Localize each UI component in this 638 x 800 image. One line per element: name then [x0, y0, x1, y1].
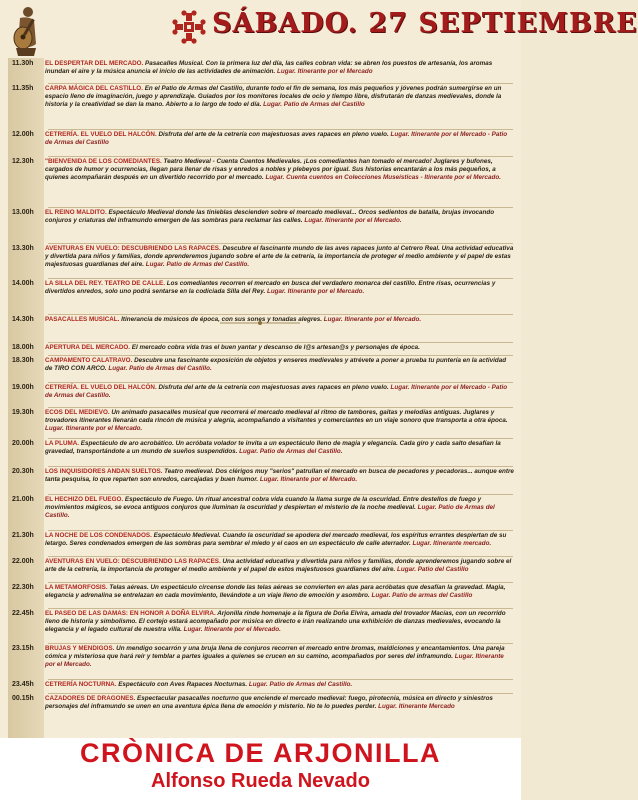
event-time: 21.30h [12, 532, 34, 539]
lute-player-icon [10, 4, 42, 56]
event-time: 12.00h [12, 131, 34, 138]
event-body: Teatro Medieval - Cuenta Cuentos Medievales. ¡Los comediantes han tomado el mercado! Juglares y bufones, cargados de humor y ocurrencias, llegan para llenar de risas y enredos a nobles y plebeyos por igual. Sus historias encantarán a los más pequeños, a quienes acompañarán después en un divertido recorrido por el mercado. [45, 158, 496, 182]
event-time: 14.00h [12, 280, 34, 287]
row-separator [48, 556, 513, 557]
event-body: Pasacalles Musical. Con la primera luz del día, las calles cobran vida: se abren los puestos de artesanía, los aromas inundan el aire y la música anuncia el inicio de las actividades de animación. [45, 60, 493, 76]
header [0, 0, 638, 56]
schedule-row [0, 209, 521, 242]
footer-author: Alfonso Rueda Nevado [151, 770, 370, 792]
row-separator [48, 582, 513, 583]
schedule-row [0, 610, 521, 642]
event-title: AVENTURAS EN VUELO: DESCUBRIENDO LAS RAPACES. [45, 245, 221, 252]
event-place: Lugar. Itinerante por el Mercado. [181, 626, 281, 634]
schedule-row [0, 645, 521, 678]
row-separator [48, 438, 513, 439]
row-separator [48, 243, 513, 244]
footer-title: CRÒNICA DE ARJONILLA [79, 738, 441, 768]
event-time: 20.00h [12, 440, 34, 447]
schedule-row [0, 85, 521, 127]
event-description [45, 357, 515, 373]
event-description [45, 681, 515, 689]
event-description [45, 209, 515, 225]
event-description [45, 60, 515, 76]
event-title: LOS INQUISIDORES ANDAN SUELTOS. [45, 468, 163, 475]
event-body: El mercado cobra vida tras el buen yantar y descanso de l@s artesan@s y personajes de época. [130, 344, 420, 351]
event-time: 18.00h [12, 344, 34, 351]
row-separator [48, 530, 513, 531]
schedule-row [0, 245, 521, 277]
event-time: 13.30h [12, 245, 34, 252]
event-body: Espectáculo Medieval donde las tinieblas descienden sobre el mercado medieval... Orcos sedientos de batalla, brujas invocando conjuros y criaturas del inframundo emergen de las sombras para reclamar las calles. [45, 209, 495, 225]
event-time: 23.15h [12, 645, 34, 652]
event-body: Telas aéreas. Un espectáculo circense donde las telas aéreas se convierten en alas para acróbatas que desafían la gravedad. Magia, elegancia y adrenalina se entrelazan en cada movimiento, llevándote a un viaje lleno de emoción y asombro. [45, 584, 506, 600]
event-time: 19.00h [12, 384, 34, 391]
row-separator [48, 207, 513, 208]
schedule-row [0, 384, 521, 406]
event-body: Disfruta del arte de la cetrería con majestuosas aves rapaces en pleno vuelo. [156, 384, 389, 391]
event-place: Lugar. Patio de Armas del Castillo. [237, 448, 343, 456]
event-body: Espectáculo Medieval. Cuando la oscuridad se apodera del mercado medieval, los espíritus errantes despiertan de su letargo. Seres condenados emergen de las sombras para sembrar el miedo y el caos en un espectáculo de calle aterrador. [45, 532, 507, 548]
event-description [45, 344, 515, 352]
event-description [45, 440, 515, 456]
row-separator [48, 342, 513, 343]
event-description [45, 280, 515, 296]
schedule-row [0, 60, 521, 82]
event-body: Disfruta del arte de la cetrería con majestuosas aves rapaces en pleno vuelo. [156, 131, 389, 138]
footer [0, 738, 521, 800]
schedule-row [0, 357, 521, 381]
event-place: Lugar. Patio del Castillo [395, 566, 469, 574]
row-separator [48, 407, 513, 408]
event-description [45, 558, 515, 574]
schedule-row [0, 681, 521, 692]
schedule-row [0, 280, 521, 313]
event-time: 00.15h [12, 695, 34, 702]
event-description [45, 245, 515, 270]
event-body: En el Patio de Armas del Castillo, durante todo el fin de semana, los más pequeños y jóvenes podrán sumergirse en un espacio lleno de imaginación, juego y aprendizaje. Guiados por los monitores locales de ocio y tiempo libre, disfrutarán de danzas medievales, donde la historia y la creatividad se dan la mano. Abierto a lo largo de todo el día. [45, 85, 502, 109]
event-description [45, 316, 515, 324]
event-title: ECOS DEL MEDIEVO. [45, 409, 110, 416]
schedule-row [0, 158, 521, 204]
event-title: AVENTURAS EN VUELO: DESCUBRIENDO LAS RAPACES. [45, 558, 221, 565]
event-time: 21.00h [12, 496, 34, 503]
event-description [45, 468, 515, 484]
event-body: Descubre el fascinante mundo de las aves rapaces junto al Cetrero Real. Una actividad educativa y divertida para niños y familias, donde aprenderemos jugando sobre el arte de la cetrería, la importancia de proteger el medio ambiente y el papel de estas majestuosas guardianas del aire. [45, 245, 514, 269]
row-separator [48, 679, 513, 680]
event-description [45, 645, 515, 670]
event-time: 20.30h [12, 468, 34, 475]
event-title: APERTURA DEL MERCADO. [45, 344, 131, 351]
event-body: Espectáculo de Fuego. Un ritual ancestral cobra vida cuando la llama surge de la oscuridad. Entre destellos de fuego y movimientos mágicos, se evoca antiguos conjuros que iluminan la oscuridad y despiertan el misterio de la noche medieval. [45, 496, 482, 512]
event-description [45, 584, 515, 600]
schedule-row [0, 316, 521, 336]
event-title: BRUJAS Y MENDIGOS. [45, 645, 115, 652]
page-title: SÁBADO. 27 SEPTIEMBRE [212, 8, 638, 39]
event-time: 14.30h [12, 316, 34, 323]
row-separator [48, 314, 513, 315]
event-title: CAMPAMENTO CALATRAVO. [45, 357, 133, 364]
event-time: 22.45h [12, 610, 34, 617]
event-description [45, 158, 515, 183]
row-separator [48, 693, 513, 694]
event-place: Lugar. Patio de Armas del Castillo. [106, 365, 212, 373]
event-title: CETRERÍA. EL VUELO DEL HALCÓN. [45, 384, 157, 391]
event-place: Lugar. Patio de Armas del Castillo. [45, 504, 495, 520]
event-title: "BIENVENIDA DE LOS COMEDIANTES. [45, 158, 162, 165]
event-description [45, 496, 515, 521]
row-separator [48, 608, 513, 609]
event-title: PASACALLES MUSICAL. [45, 316, 120, 323]
event-description [45, 610, 515, 635]
event-description [45, 131, 515, 147]
event-description [45, 384, 515, 400]
row-separator [48, 643, 513, 644]
row-separator [48, 355, 513, 356]
schedule-row [0, 532, 521, 554]
event-place: Lugar. Itinerante por el Mercado. [258, 476, 358, 484]
schedule-row [0, 558, 521, 580]
event-time: 12.30h [12, 158, 34, 165]
event-body: Teatro medieval. Dos clérigos muy "serios" patrullan el mercado en busca de pecadores y pecadoras... aunque entre tanta pesquisa, lo que reparten son enredos, carcajadas y buen humor. [45, 468, 514, 484]
schedule-list [0, 58, 521, 738]
event-title: LA METAMORFOSIS. [45, 584, 108, 591]
row-separator [48, 494, 513, 495]
schedule-row [0, 584, 521, 606]
event-place: Lugar. Itinerante por el Mercado - Patio de Armas del Castillo. [45, 384, 508, 400]
event-time: 13.00h [12, 209, 34, 216]
event-place: Lugar. Itinerante por el Mercado. [322, 316, 422, 323]
event-place: Lugar. Patio de Armas del Castillo. [247, 681, 353, 688]
event-body: Espectáculo con Aves Rapaces Nocturnas. [116, 681, 248, 688]
event-place: Lugar. Itinerante por el Mercado. [45, 653, 504, 669]
event-title: CAZADORES DE DRAGONES. [45, 695, 136, 702]
event-body: Espectáculo de aro acrobático. Un acróbata volador te invita a un espectáculo lleno de magia y elegancia. Cada giro y cada salto desafían la gravedad, transportándote a un mundo de sueños suspendidos. [45, 440, 501, 456]
schedule-row [0, 496, 521, 529]
event-description [45, 532, 515, 548]
event-time: 22.30h [12, 584, 34, 591]
row-separator [48, 129, 513, 130]
schedule-row [0, 131, 521, 155]
event-time: 23.45h [12, 681, 34, 688]
event-place: Lugar. Patio de Armas del Castillo. [144, 261, 250, 269]
event-place: Lugar. Itinerante por el Mercado - Patio de Armas del Castillo [45, 131, 508, 147]
event-place: Lugar. Itinerante por el Mercado. [302, 217, 402, 225]
event-title: LA NOCHE DE LOS CONDENADOS. [45, 532, 152, 539]
schedule-row [0, 468, 521, 493]
event-body: Una actividad educativa y divertida para niños y familias, donde aprenderemos jugando sobre el arte de la cetrería, la importancia de proteger el medio ambiente y el papel de estos majestuosos guardianes del aire. [45, 558, 512, 574]
event-body: Un mendigo socarrón y una bruja llena de conjuros recorren el mercado entre bromas, maldiciones y encantamientos. Una pareja cómica y misteriosa que hará reír y temblar a partes iguales a quienes se crucen en su camino, acompañados por seres del inframundo. [45, 645, 505, 661]
event-title: EL DESPERTAR DEL MERCADO. [45, 60, 144, 67]
schedule-row [0, 440, 521, 465]
row-separator [48, 382, 513, 383]
event-time: 11.30h [12, 60, 34, 67]
schedule-row [0, 695, 521, 725]
event-title: CETRERÍA. EL VUELO DEL HALCÓN. [45, 131, 157, 138]
event-time: 22.00h [12, 558, 34, 565]
event-place: Lugar. Itinerante por el Mercado [275, 68, 373, 76]
event-title: EL REINO MALDITO. [45, 209, 107, 216]
event-title: EL HECHIZO DEL FUEGO. [45, 496, 124, 503]
event-body: Espectacular pasacalles nocturno que enciende el mercado medieval: fuego, pirotecnia, música en directo y siniestros personajes del inframundo se unen en una aventura épica llena de emoción y misterio. No te lo puedes perder. [45, 695, 493, 711]
event-title: LA PLUMA. [45, 440, 80, 447]
schedule-row [0, 409, 521, 438]
schedule-row [0, 344, 521, 355]
event-place: Lugar. Patio de Armas del Castillo [261, 101, 365, 109]
event-place: Lugar. Patio de armas del Castillo [369, 592, 473, 600]
row-separator [48, 83, 513, 84]
event-place: Lugar. Itinerante mercado. [410, 540, 492, 548]
event-title: CARPA MÁGICA DEL CASTILLO. [45, 85, 143, 92]
row-separator [48, 156, 513, 157]
event-description [45, 409, 515, 434]
event-body: Arjonilla rinde homenaje a la figura de Doña Elvira, amada del trovador Macías, con un recorrido lleno de historia y simbolismo. El cortejo estará acompañado por música en directo e irán realizando una exhibición de danzas medievales, evocando la elegancia y el legado cultural de nuestra villa. [45, 610, 506, 634]
event-place: Lugar. Itinerante por el Mercado. [45, 425, 143, 433]
event-description [45, 85, 515, 110]
event-body: Descubre una fascinante exposición de objetos y enseres medievales y atrévete a poner a prueba tu puntería en la actividad de TIRO CON ARCO. [45, 357, 507, 373]
event-time: 18.30h [12, 357, 34, 364]
event-time: 11.35h [12, 85, 34, 92]
event-body: Itinerancia de músicos de época, con sus sones y tonadas alegres. [119, 316, 323, 323]
event-body: Los comediantes recorren el mercado en busca del verdadero monarca del castillo. Entre risas, ocurrencias y divertidos enredos, solo uno podrá sentarse en la codiciada Silla del Rey. [45, 280, 496, 296]
event-place: Lugar. Itinerante Mercado [376, 703, 455, 711]
calatrava-cross-icon [172, 10, 206, 44]
row-separator [48, 278, 513, 279]
event-title: EL PASEO DE LAS DAMAS: EN HONOR A DOÑA ELVIRA. [45, 610, 216, 617]
row-separator [48, 466, 513, 467]
event-title: CETRERÍA NOCTURNA. [45, 681, 117, 688]
event-body: Un animado pasacalles musical que recorrerá el mercado medieval al ritmo de tambores, gaitas y melodías antiguas. Juglares y trovadores itinerantes llenarán cada rincón de música y alegría, acompañando a visitantes y comerciantes en un viaje sonoro que transporta a otra época. [45, 409, 508, 425]
event-place: Lugar. Itinerante por el Mercado. [265, 288, 365, 296]
event-place: Lugar. Cuenta cuentos en Colecciones Museísticas - Itinerante por el Mercado. [263, 174, 501, 182]
event-time: 19.30h [12, 409, 34, 416]
event-title: LA SILLA DEL REY. TEATRO DE CALLE. [45, 280, 165, 287]
event-description [45, 695, 515, 711]
